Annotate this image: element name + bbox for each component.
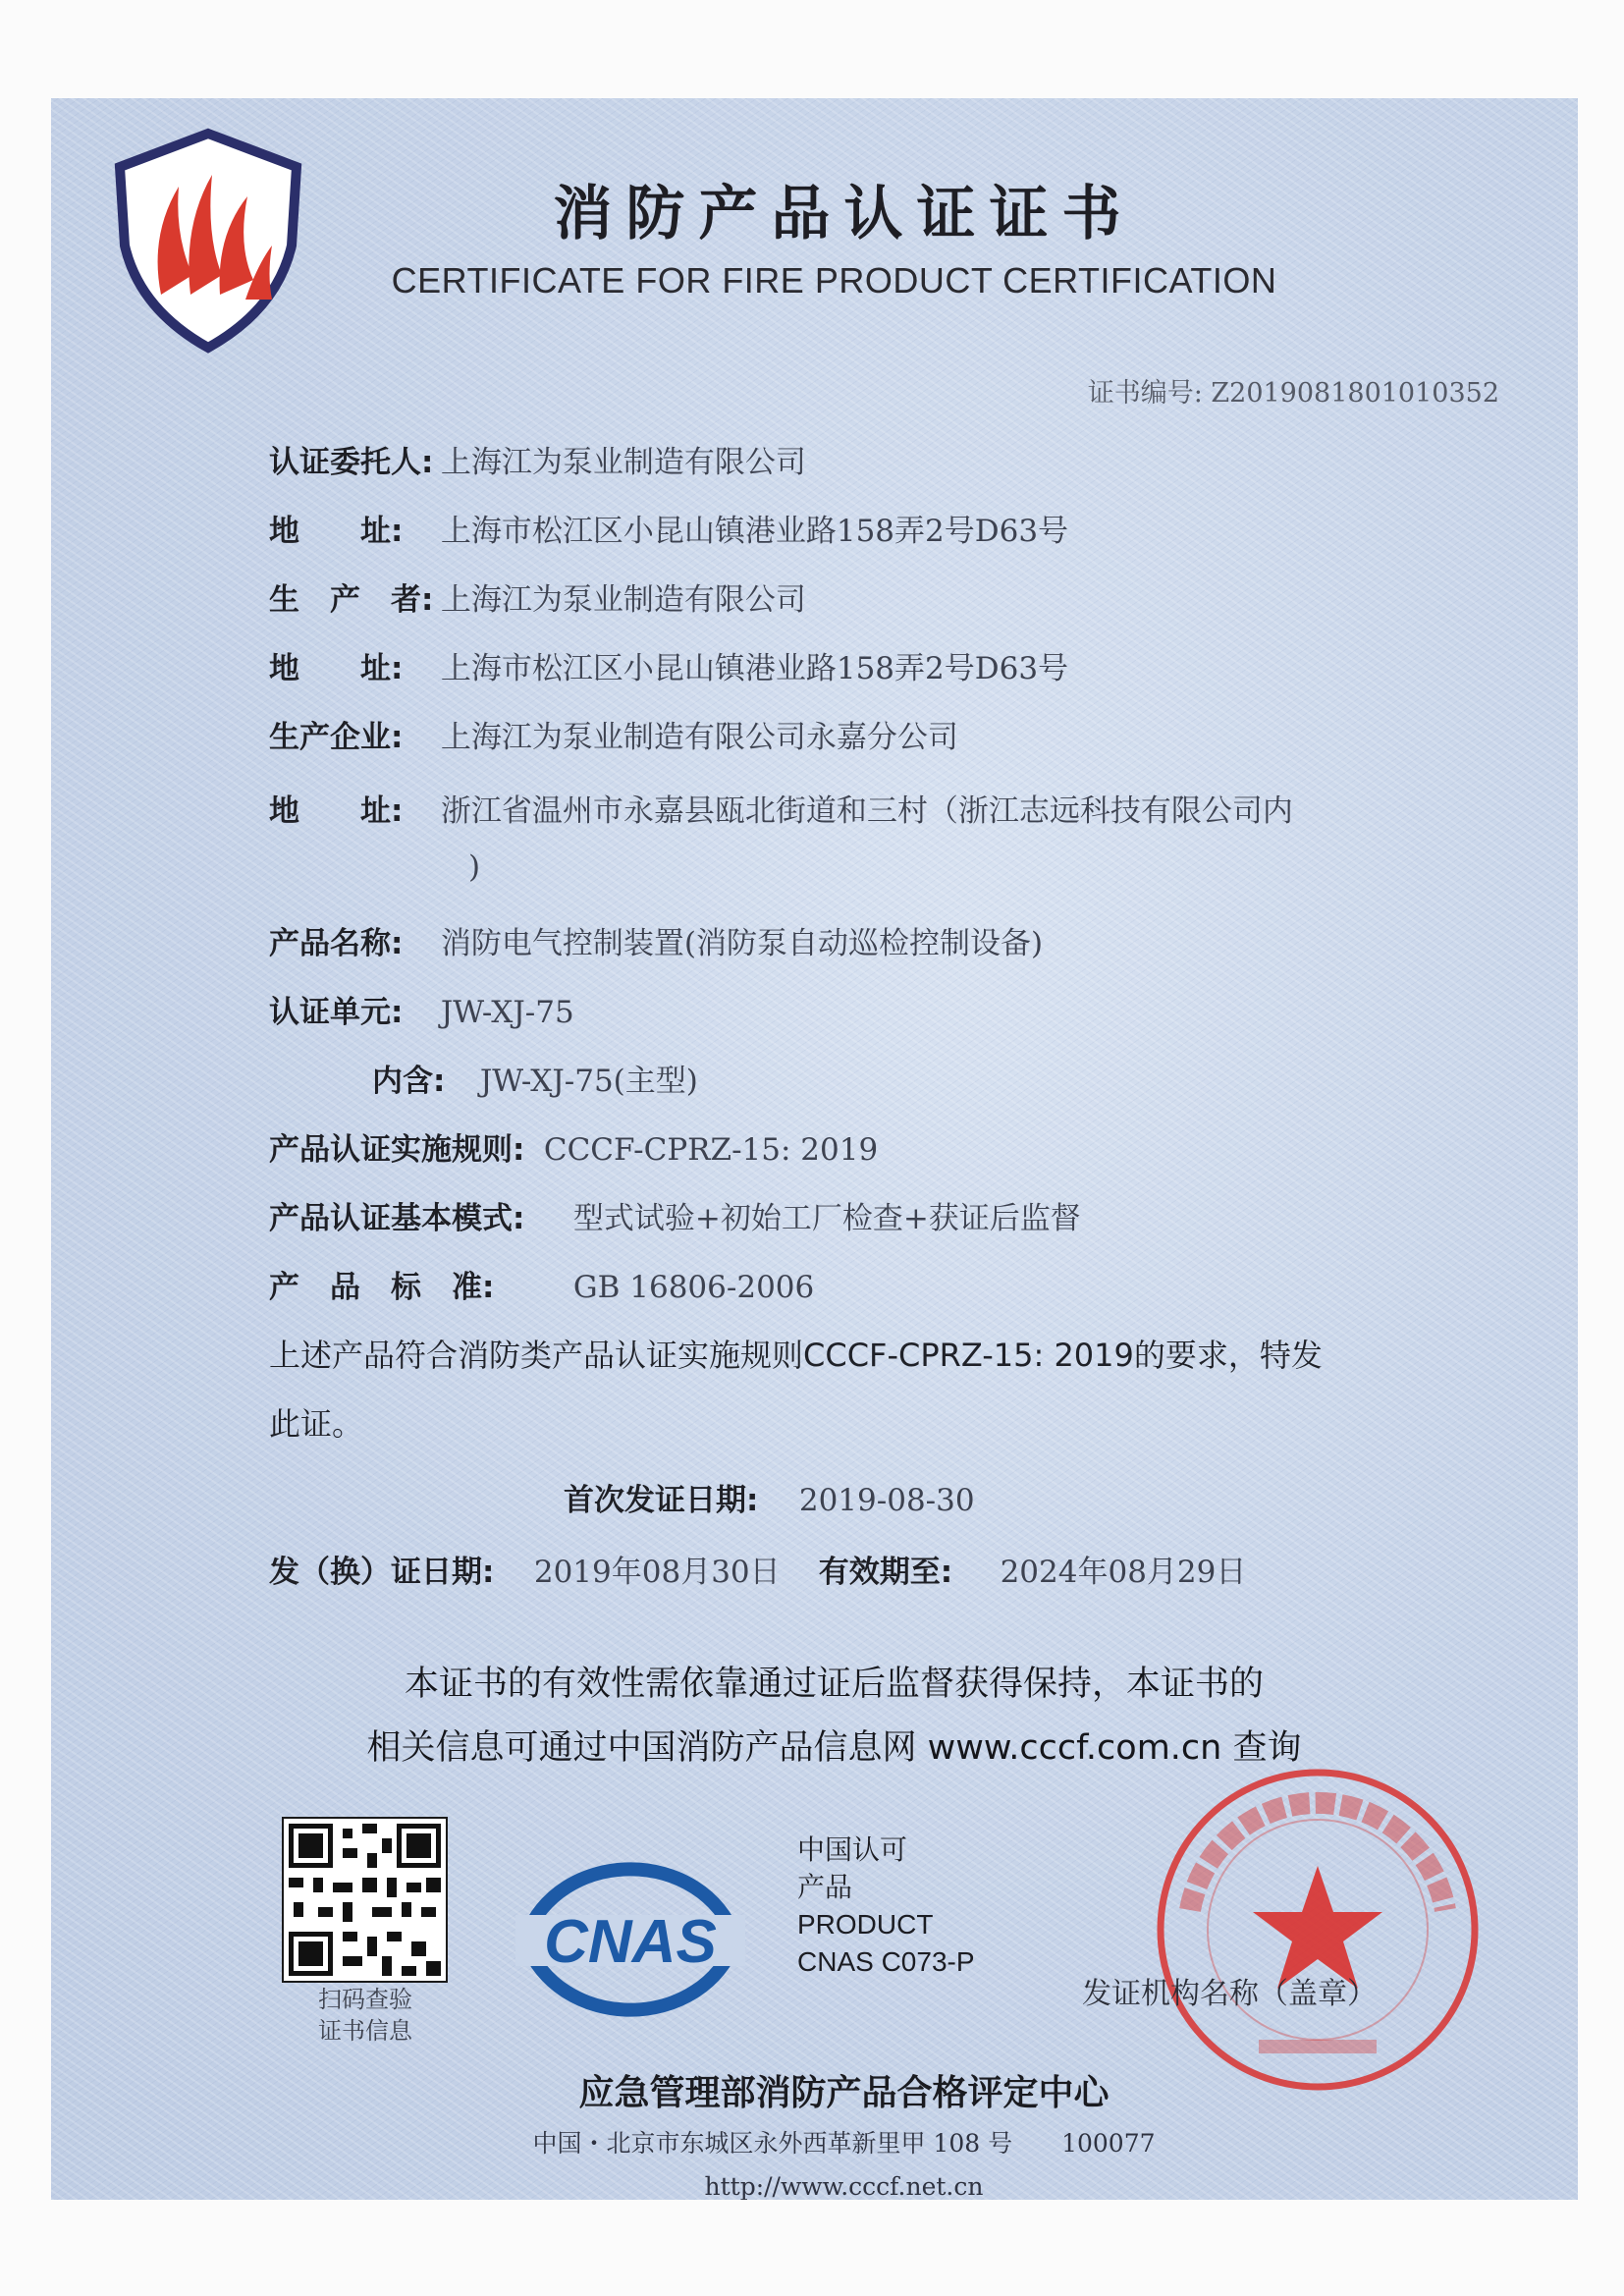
field-label: 产品名称: [269, 926, 404, 961]
certificate-number: 证书编号: Z2019081801010352 [1087, 378, 1499, 409]
valid-until-value: 2024年08月29日 [1000, 1555, 1247, 1590]
field-value-continued: ) [468, 849, 481, 885]
certificate-sheet [51, 98, 1578, 2200]
field-value: 上海市松江区小昆山镇港业路158弄2号D63号 [440, 514, 1069, 549]
field-manufacturer [269, 574, 806, 619]
field-value: CCCF-CPRZ-15: 2019 [543, 1132, 879, 1168]
cnas-logo [498, 1827, 763, 2043]
cnas-line-1: 中国认可 [797, 1834, 908, 1865]
field-label: 产品认证实施规则: [269, 1132, 525, 1168]
field-standard [269, 1262, 814, 1306]
issuer-website[interactable]: http://www.cccf.net.cn [704, 2172, 984, 2200]
field-applicant [269, 437, 806, 481]
statement-line-1: 上述产品符合消防类产品认证实施规则CCCF-CPRZ-15: 2019的要求，特发 [269, 1337, 1323, 1374]
cnas-accreditation-text [797, 1831, 975, 1981]
issue-date-label: 发（换）证日期: [269, 1555, 495, 1590]
field-label: 生 产 者: [269, 582, 434, 618]
validity-notice-line-1: 本证书的有效性需依靠通过证后监督获得保持，本证书的 [404, 1665, 1264, 1704]
field-value: 消防电气控制装置(消防泵自动巡检控制设备) [440, 926, 1044, 961]
field-rules [269, 1124, 878, 1169]
validity-notice-line-2: 相关信息可通过中国消防产品信息网 www.cccf.com.cn 查询 [366, 1728, 1302, 1768]
issue-dates [269, 1547, 1246, 1591]
official-red-seal [1151, 1763, 1485, 2097]
field-factory-address [269, 786, 1293, 830]
field-applicant-address [269, 506, 1068, 550]
field-manufacturer-address [269, 643, 1068, 687]
first-issue-date [564, 1475, 975, 1519]
field-value: 型式试验+初始工厂检查+获证后监督 [572, 1201, 1081, 1236]
field-unit [269, 987, 574, 1031]
field-value: 浙江省温州市永嘉县瓯北街道和三村（浙江志远科技有限公司内 [440, 793, 1293, 829]
issuer-seal-label: 发证机构名称（盖章） [1082, 1977, 1377, 2011]
qr-caption [292, 1984, 439, 2047]
field-label: 产品认证基本模式: [269, 1201, 525, 1236]
issuing-authority: 应急管理部消防产品合格评定中心 [578, 2073, 1110, 2113]
first-issue-value: 2019-08-30 [798, 1483, 975, 1518]
cnas-line-4: CNAS C073-P [797, 1946, 975, 1977]
field-label: 内含: [372, 1064, 446, 1099]
field-factory-address-continued [468, 849, 480, 885]
field-label: 地 址: [269, 514, 404, 549]
title-english: CERTIFICATE FOR FIRE PRODUCT CERTIFICATION [391, 260, 1277, 301]
title-chinese: 消防产品认证证书 [553, 180, 1135, 248]
field-value: 上海江为泵业制造有限公司 [440, 445, 806, 480]
cnas-logo-text: CNAS [544, 1908, 717, 1976]
field-value: 上海江为泵业制造有限公司 [440, 582, 806, 618]
field-label: 认证单元: [269, 995, 404, 1030]
first-issue-label: 首次发证日期: [564, 1483, 759, 1518]
issue-date-value: 2019年08月30日 [533, 1555, 781, 1590]
field-label: 地 址: [269, 793, 404, 829]
valid-until-label: 有效期至: [818, 1555, 953, 1590]
field-value: GB 16806-2006 [572, 1270, 815, 1305]
field-value: JW-XJ-75 [440, 995, 574, 1030]
qr-code[interactable] [282, 1817, 448, 1983]
field-value: 上海江为泵业制造有限公司永嘉分公司 [440, 720, 958, 755]
field-label: 生产企业: [269, 720, 404, 755]
field-label: 地 址: [269, 651, 404, 686]
field-value: JW-XJ-75(主型) [479, 1064, 698, 1099]
field-label: 认证委托人: [269, 445, 434, 480]
field-mode [269, 1193, 1081, 1237]
cnas-line-2: 产品 [797, 1872, 853, 1902]
field-label: 产 品 标 准: [269, 1270, 495, 1305]
cnas-line-3: PRODUCT [797, 1909, 934, 1940]
qr-caption-line-2: 证书信息 [318, 2017, 412, 2045]
field-includes [372, 1056, 698, 1100]
field-product-name [269, 918, 1043, 962]
statement-line-2: 此证。 [269, 1405, 364, 1443]
field-factory [269, 712, 958, 756]
field-value: 上海市松江区小昆山镇港业路158弄2号D63号 [440, 651, 1069, 686]
issuer-address: 中国・北京市东城区永外西革新里甲 108 号 100077 [532, 2129, 1156, 2158]
qr-caption-line-1: 扫码查验 [318, 1986, 412, 2013]
